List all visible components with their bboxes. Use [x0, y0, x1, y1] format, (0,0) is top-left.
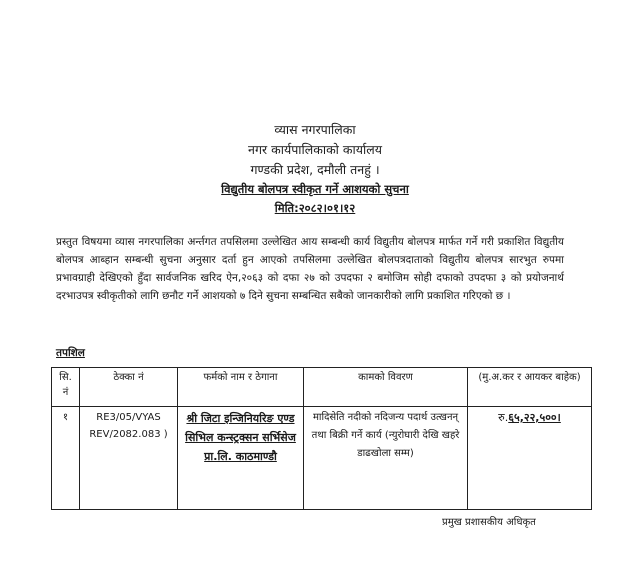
header-work: कामको विवरण — [304, 368, 468, 407]
notice-date: मिति:२०८२।०१।१२ — [274, 201, 356, 215]
signature: प्रमुख प्रशासकीय अधिकृत — [442, 517, 536, 528]
office-address: गण्डकी प्रदेश, दमौली तनहुं । — [250, 162, 380, 177]
header-amount: (मु.अ.कर र आयकर बाहेक) — [468, 368, 592, 407]
notice-body: प्रस्तुत विषयमा व्यास नगरपालिका अर्न्तगत तपसिलमा उल्लेखित आय सम्बन्धी कार्य विद्युतीय बोलपत्र मार्फत गर्ने गरी प्रकाशित विद्युतीय बोलपत्र आब्हान सम्बन्धी सुचना अनुसार दर्ता हुन आएको तपसिलमा उल्लेखित बोलपत्रदाताको विद्युतीय बोलपत्र सारभुत रुपमा प्रभावग्राही देखिएको हुँदा सार्वजनिक खरिद ऐन,२०६३ को दफा २७ को उपदफा २ बमोजिम सोही दफाको उपदफा ३ को प्रयोजनार्थ दरभाउपत्र स्वीकृतीको लागि छनौट गर्ने आशयको ७ दिने सुचना सम्बन्धित सबैको जानकारीको लागि प्रकाशित गरिएको छ । — [56, 236, 564, 302]
table-header-row — [52, 368, 592, 407]
amount-value: ६५,२२,५००। — [508, 411, 561, 424]
header-contract-no: ठेक्का नं — [80, 368, 178, 407]
header-firm: फर्मको नाम र ठेगाना — [178, 368, 304, 407]
cell-work: मादिसेति नदीको नदिजन्य पदार्थ उत्खनन् तथा बिक्री गर्ने कार्य (न्युरोघारी देखि खहरे डाढखोला सम्म) — [304, 407, 468, 510]
table-row — [52, 407, 592, 510]
cell-amount — [468, 407, 592, 510]
cell-firm: श्री जिटा इन्जिनियरिङ एण्ड सिभिल कन्स्ट्रक्सन सर्भिसेज प्रा.लि. काठमाण्डौ — [178, 407, 304, 510]
details-heading: तपशिल — [56, 347, 85, 359]
office-subtitle: नगर कार्यपालिकाको कार्यालय — [248, 142, 382, 157]
notice-title: विद्युतीय बोलपत्र स्वीकृत गर्ने आशयको सुचना — [221, 182, 409, 196]
office-name: व्यास नगरपालिका — [274, 122, 356, 137]
header-sn: सि. नं — [52, 368, 80, 407]
cell-sn: १ — [52, 407, 80, 510]
details-table — [51, 367, 592, 510]
cell-contract-no: RE3/05/VYAS REV/2082.083 ) — [80, 407, 178, 510]
amount-prefix: रु. — [498, 411, 509, 424]
